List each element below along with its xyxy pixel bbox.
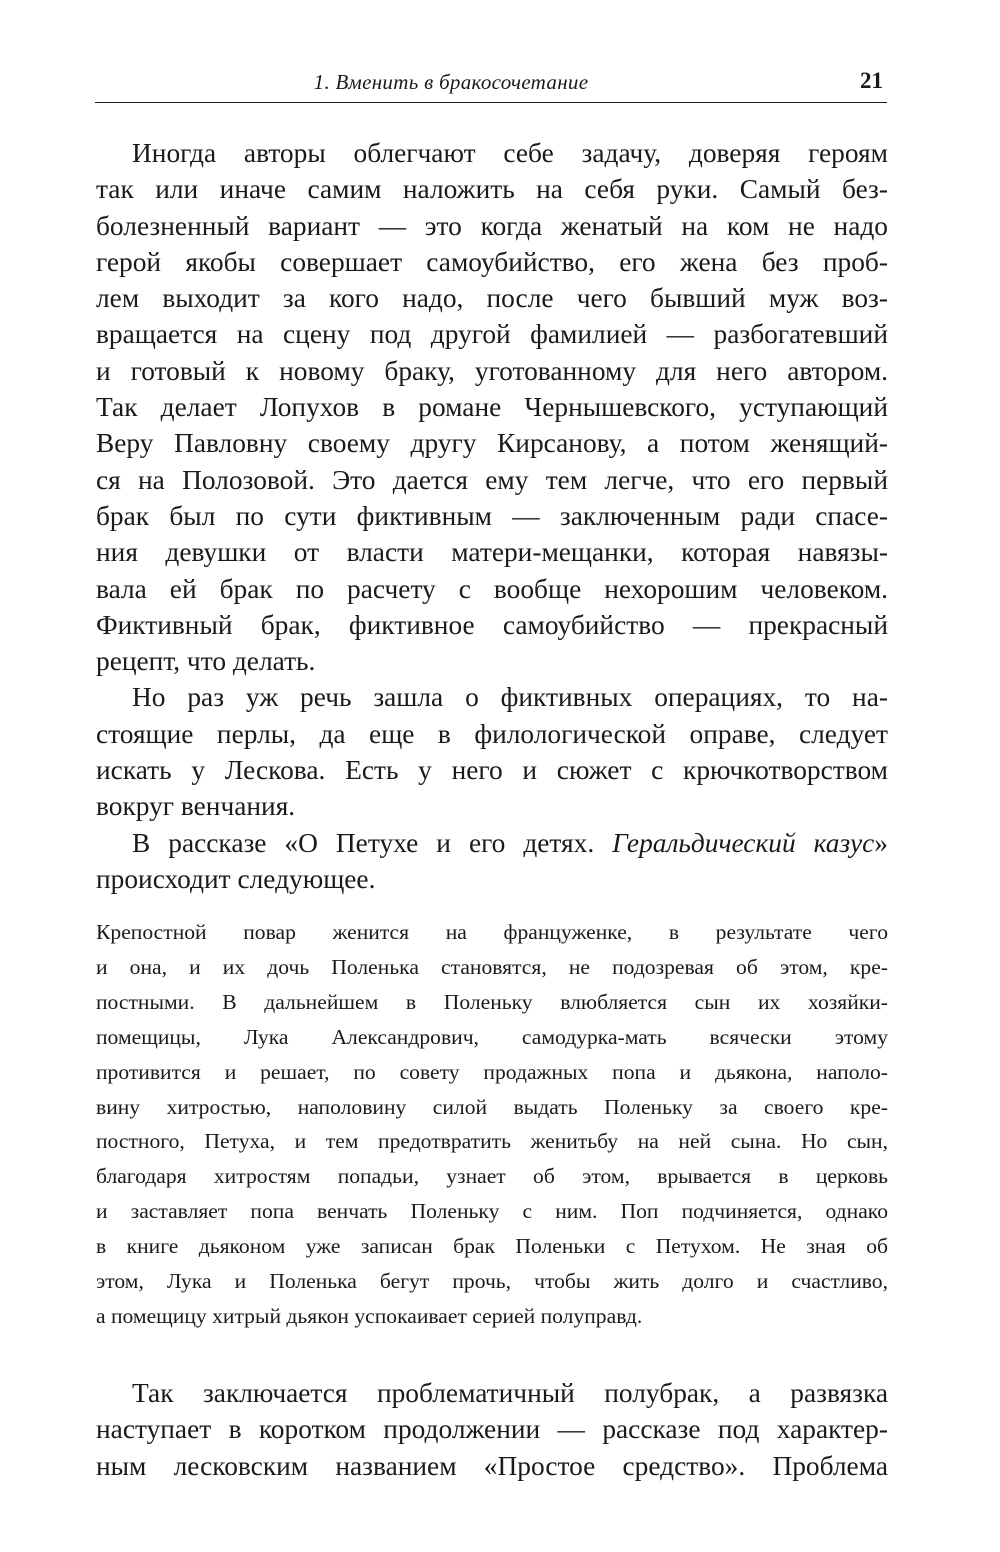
text-line: брак был по сути фиктивным — заключенным ради спасе- [96,500,888,531]
text-line: ся на Полозовой. Это дается ему тем легче, что его первый [96,464,888,495]
text-line: ным лесковским названием «Простое средство». Проблема [96,1450,888,1481]
summary-line: благодаря хитростям попадьи, узнает об этом, врывается в церковь [96,1164,888,1189]
text-line: рецепт, что делать. [96,646,316,677]
summary-line: постного, Петуха, и тем предотвратить женитьбу на ней сына. Но сын, [96,1129,888,1154]
text-line: вала ей брак по расчету с вообще нехорошим человеком. [96,573,888,604]
summary-line: и заставляет попа венчать Поленьку с ним. Поп подчиняется, однако [96,1199,888,1224]
text-line: Фиктивный брак, фиктивное самоубийство — прекрасный [96,609,888,640]
text-line: ния девушки от власти матери-мещанки, которая навязы- [96,537,888,568]
text-line: лем выходит за кого надо, после чего бывший муж воз- [96,283,888,314]
running-header [95,66,887,103]
closing-paragraph [96,1375,888,1484]
summary-line: этом, Лука и Поленька бегут прочь, чтобы жить долго и счастливо, [96,1269,888,1294]
text-line: наступает в коротком продолжении — рассказе под характер- [96,1414,888,1445]
paragraph-2 [96,679,888,824]
text-line: вокруг венчания. [96,791,296,822]
text-line: искать у Лескова. Есть у него и сюжет с крючкотворством [96,755,888,786]
summary-line: в книге дьяконом уже записан брак Поленьки с Петухом. Не зная об [96,1234,888,1259]
plot-summary-block [96,915,888,1334]
summary-line: вину хитростью, наполовину силой выдать Поленьку за своего кре- [96,1094,888,1119]
paragraph-1 [96,135,888,679]
text-run: » [874,827,888,858]
paragraph-3 [96,825,888,898]
text-run: В рассказе «О Петухе и его детях. [132,827,613,858]
text-line: Иногда авторы облегчают себе задачу, доверяя героям [132,138,888,168]
text-line: происходит следующее. [96,863,376,894]
text-line: Но раз уж речь зашла о фиктивных операциях, то на- [132,682,888,713]
page-number: 21 [860,68,883,93]
summary-line: помещицы, Лука Александрович, самодурка-мать всячески этому [96,1024,888,1049]
text-line: стоящие перлы, да еще в филологической оправе, следует [96,718,888,749]
text-line: Так заключается проблематичный полубрак, а развязка [132,1378,888,1408]
text-line: вращается на сцену под другой фамилией — разбогатевший [96,319,888,350]
summary-line: а помещицу хитрый дьякон успокаивает серией полуправд. [96,1303,643,1328]
summary-line: Крепостной повар женится на француженке, в результате чего [96,920,888,944]
text-line [96,825,888,861]
italic-title: Геральдический казус [612,827,875,858]
text-line: Веру Павловну своему другу Кирсанову, а потом женящий- [96,428,888,459]
summary-line: противится и решает, по совету продажных попа и дьякона, наполо- [96,1059,888,1084]
text-line: так или иначе самим наложить на себя руки. Самый без- [96,174,888,205]
text-line: болезненный вариант — это когда женатый на ком не надо [96,210,888,241]
summary-line: постными. В дальнейшем в Поленьку влюбляется сын их хозяйки- [96,989,888,1014]
text-line: и готовый к новому браку, уготованному для него автором. [96,355,888,386]
main-text-block [96,135,888,897]
summary-line: и она, и их дочь Поленька становятся, не подозревая об этом, кре- [96,954,888,979]
chapter-title: 1. Вменить в бракосочетание [313,70,589,94]
text-line: герой якобы совершает самоубийство, его жена без проб- [96,246,888,277]
text-line: Так делает Лопухов в романе Чернышевского, уступающий [96,392,888,423]
